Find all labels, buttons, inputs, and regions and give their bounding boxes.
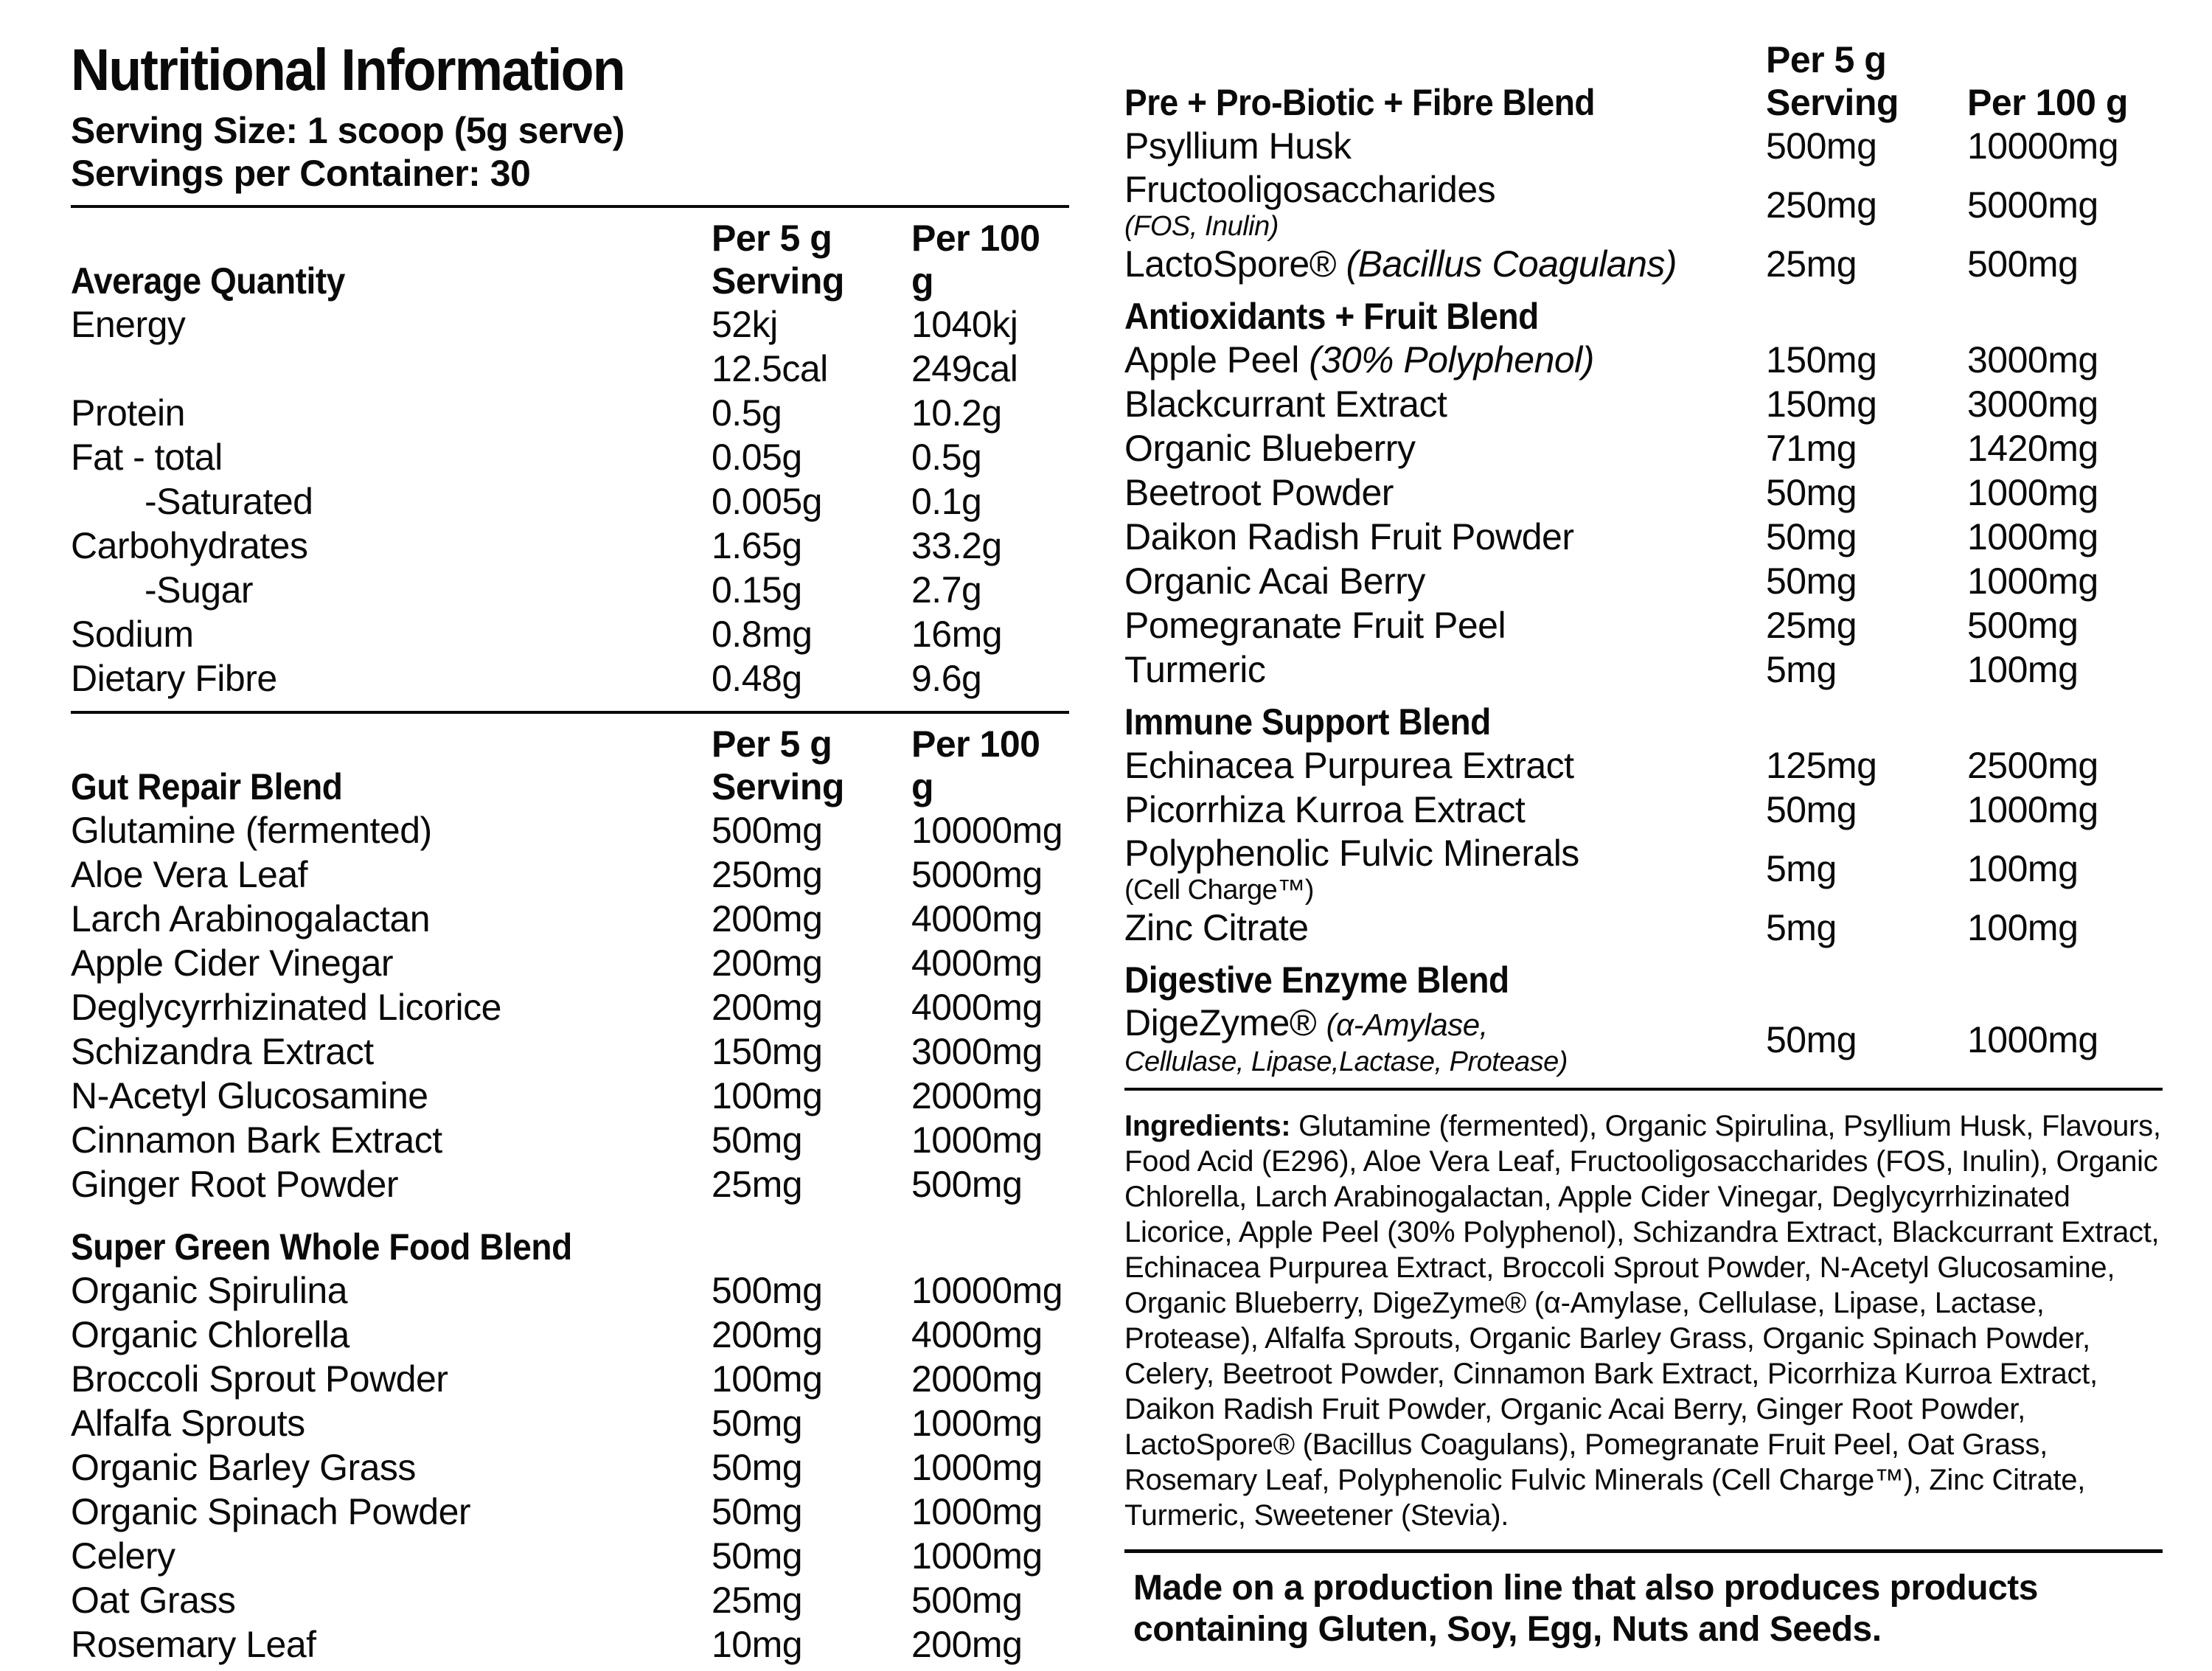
value-per-serving: 500mg (712, 810, 823, 851)
ingredient-name-text: Energy (71, 304, 186, 345)
value-per-100g: 100mg (1967, 649, 2079, 690)
value-per-100g: 1000mg (1967, 789, 2098, 830)
value-per-serving: 50mg (712, 1403, 803, 1444)
ingredient-name-italic: (30% Polyphenol) (1309, 339, 1594, 381)
ingredient-name (1124, 906, 1766, 949)
value-per-100g: 10.2g (911, 392, 1002, 434)
ingredient-name (71, 1535, 712, 1577)
ingredient-name-text: Polyphenolic Fulvic Minerals (1124, 833, 1579, 874)
section-heading-text: Gut Repair Blend (71, 766, 343, 807)
column-header-line: Per 5 g (712, 218, 832, 259)
value-per-serving: 200mg (712, 898, 823, 939)
section-heading-text: Antioxidants + Fruit Blend (1124, 296, 1539, 337)
table-row (1124, 603, 2163, 647)
table-row (71, 302, 1069, 347)
page-title-text: Nutritional Information (71, 37, 625, 103)
ingredient-name (71, 303, 712, 346)
value-per-serving: 50mg (712, 1491, 803, 1532)
ingredient-name (71, 436, 712, 479)
table-row (1124, 470, 2163, 515)
allergen-statement: Made on a production line that also produces products containing Gluten, Soy, Egg, Nuts and Seeds. (1133, 1568, 2038, 1649)
ingredient-name-text: Aloe Vera Leaf (71, 854, 308, 895)
table-row (1124, 559, 2163, 603)
ingredient-name-text: Oat Grass (71, 1580, 236, 1621)
value-per-100g: 4000mg (911, 987, 1043, 1028)
table-row (71, 656, 1069, 701)
section-digestive-enzyme-blend (1124, 959, 2163, 1077)
ingredient-subtext: Cellulase, Lipase,Lactase, Protease) (1124, 1046, 1568, 1077)
ingredient-name (1124, 648, 1766, 691)
ingredient-name-text: Apple Peel (1124, 339, 1299, 381)
table-row (1124, 1001, 2163, 1077)
ingredient-name-text: Broccoli Sprout Powder (71, 1358, 448, 1400)
ingredient-name-text: Zinc Citrate (1124, 907, 1309, 948)
section-heading (1124, 81, 1766, 124)
divider (71, 711, 1069, 714)
value-per-100g: 3000mg (1967, 383, 2098, 425)
section-super-green-whole-food-blend (71, 1226, 1069, 1667)
table-row (71, 391, 1069, 435)
table-row (1124, 515, 2163, 559)
table-row (71, 1490, 1069, 1534)
table-row (1124, 832, 2163, 906)
section-header-row (71, 1226, 1069, 1268)
table-row (71, 985, 1069, 1029)
ingredient-name (71, 1402, 712, 1445)
table-row (71, 524, 1069, 568)
ingredient-name (71, 657, 712, 700)
ingredient-name (1124, 832, 1766, 906)
value-per-serving: 5mg (1766, 848, 1837, 889)
ingredient-name (71, 613, 712, 656)
ingredient-name (1124, 788, 1766, 831)
value-per-serving: 52kj (712, 304, 778, 345)
ingredient-name (1124, 1001, 1766, 1077)
ingredient-name-text: Organic Spirulina (71, 1270, 348, 1311)
ingredient-name (71, 986, 712, 1029)
ingredient-name-text: Echinacea Purpurea Extract (1124, 745, 1574, 786)
ingredient-subtext: (Cell Charge™) (1124, 875, 1314, 906)
value-per-100g: 16mg (911, 614, 1003, 655)
value-per-100g: 1420mg (1967, 428, 2098, 469)
ingredient-name (71, 809, 712, 852)
section-heading-text: Digestive Enzyme Blend (1124, 959, 1509, 1001)
section-gut-repair-blend (71, 723, 1069, 1206)
value-per-serving: 10mg (712, 1624, 803, 1665)
ingredient-name (1124, 427, 1766, 470)
table-row (1124, 124, 2163, 168)
ingredient-name (71, 1269, 712, 1312)
value-per-serving: 0.005g (712, 481, 822, 522)
ingredient-name-text: Pomegranate Fruit Peel (1124, 605, 1506, 646)
value-per-100g: 1000mg (1967, 560, 2098, 602)
ingredient-name-text: LactoSpore® (1124, 243, 1337, 285)
ingredients-label: Ingredients: (1124, 1110, 1291, 1142)
column-header-per-100g: Per 100 g (1967, 82, 2128, 123)
ingredient-name (71, 524, 712, 567)
table-row (71, 1578, 1069, 1622)
ingredient-name (71, 1358, 712, 1400)
value-per-100g: 2.7g (911, 569, 982, 611)
value-per-100g: 1000mg (911, 1119, 1043, 1161)
table-row (71, 1029, 1069, 1074)
value-per-serving: 150mg (1766, 339, 1877, 381)
ingredient-name-text: DigeZyme® (1124, 1002, 1317, 1043)
value-per-serving: 200mg (712, 987, 823, 1028)
section-header-row (1124, 959, 2163, 1001)
table-row (71, 1534, 1069, 1578)
ingredient-name-text: -Saturated (145, 481, 313, 522)
value-per-serving: 50mg (712, 1535, 803, 1577)
section-heading-text: Average Quantity (71, 260, 345, 302)
value-per-serving: 0.15g (712, 569, 802, 611)
table-row (71, 568, 1069, 612)
value-per-100g: 3000mg (911, 1031, 1043, 1072)
section-header-row (71, 217, 1069, 302)
value-per-serving: 100mg (712, 1075, 823, 1116)
section-header-row (1124, 295, 2163, 338)
value-per-100g: 10000mg (1967, 125, 2118, 167)
ingredient-name-text: Carbohydrates (71, 525, 308, 566)
value-per-100g: 4000mg (911, 1314, 1043, 1355)
ingredient-name-italic: (Bacillus Coagulans) (1346, 243, 1677, 285)
ingredient-name-text: N-Acetyl Glucosamine (71, 1075, 428, 1116)
ingredient-name (1124, 168, 1766, 242)
ingredient-name (71, 1623, 712, 1666)
value-per-serving: 50mg (1766, 560, 1857, 602)
ingredient-name-text: Schizandra Extract (71, 1031, 374, 1072)
table-row (71, 1313, 1069, 1357)
table-row (71, 1268, 1069, 1313)
value-per-100g: 9.6g (911, 658, 982, 699)
table-row (1124, 168, 2163, 242)
section-antioxidants-fruit-blend (1124, 295, 2163, 692)
value-per-100g: 4000mg (911, 898, 1043, 939)
value-per-100g: 1000mg (911, 1403, 1043, 1444)
table-row (71, 808, 1069, 852)
value-per-serving: 0.5g (712, 392, 782, 434)
value-per-100g: 3000mg (1967, 339, 2098, 381)
ingredient-name (71, 480, 712, 523)
value-per-serving: 0.48g (712, 658, 802, 699)
ingredient-name-text: Apple Cider Vinegar (71, 942, 394, 984)
value-per-serving: 250mg (712, 854, 823, 895)
ingredient-name-text: Organic Acai Berry (1124, 560, 1425, 602)
column-header-per-serving (712, 217, 911, 302)
ingredient-name-text: Blackcurrant Extract (1124, 383, 1447, 425)
ingredient-name (71, 1446, 712, 1489)
ingredient-name-text: Deglycyrrhizinated Licorice (71, 987, 501, 1028)
serving-size: Serving Size: 1 scoop (5g serve) (71, 110, 625, 151)
ingredient-name-text: Organic Barley Grass (71, 1447, 416, 1488)
value-per-serving: 25mg (1766, 605, 1857, 646)
value-per-100g: 1000mg (911, 1535, 1043, 1577)
value-per-100g: 1040kj (911, 304, 1018, 345)
value-per-100g: 500mg (911, 1164, 1023, 1205)
section-heading (1124, 701, 1766, 743)
ingredient-name-text: Glutamine (fermented) (71, 810, 432, 851)
ingredient-name (1124, 125, 1766, 167)
ingredient-name-text: Fat - total (71, 437, 223, 478)
value-per-serving: 25mg (1766, 243, 1857, 285)
ingredient-name (1124, 243, 1766, 285)
left-column-sections (71, 205, 1069, 1667)
ingredient-name (71, 1313, 712, 1356)
section-heading (1124, 295, 1766, 338)
value-per-100g: 5000mg (1967, 184, 2098, 226)
table-row (1124, 382, 2163, 426)
ingredient-name-text: Organic Chlorella (71, 1314, 349, 1355)
ingredient-name-text: Rosemary Leaf (71, 1624, 316, 1665)
value-per-100g: 10000mg (911, 810, 1062, 851)
ingredient-name-text: Organic Spinach Powder (71, 1491, 471, 1532)
ingredient-name-text: Picorrhiza Kurroa Extract (1124, 789, 1526, 830)
value-per-100g: 500mg (1967, 243, 2079, 285)
column-header-line: Serving (1766, 82, 1899, 123)
value-per-serving: 12.5cal (712, 348, 828, 389)
section-pre-pro-biotic-fibre-blend (1124, 38, 2163, 286)
table-row (71, 852, 1069, 897)
value-per-serving: 25mg (712, 1164, 803, 1205)
ingredient-name-text: -Sugar (145, 569, 254, 611)
value-per-serving: 150mg (712, 1031, 823, 1072)
value-per-serving: 500mg (712, 1270, 823, 1311)
table-row (71, 897, 1069, 941)
ingredient-name (71, 1074, 712, 1117)
ingredient-name-text: Beetroot Powder (1124, 472, 1394, 513)
value-per-serving: 1.65g (712, 525, 802, 566)
right-column-sections (1124, 38, 2163, 1077)
section-heading-text: Super Green Whole Food Blend (71, 1226, 572, 1268)
ingredient-name (71, 1579, 712, 1622)
table-row (71, 1357, 1069, 1401)
value-per-100g: 500mg (1967, 605, 2079, 646)
value-per-serving: 71mg (1766, 428, 1857, 469)
value-per-100g: 1000mg (1967, 516, 2098, 557)
value-per-serving: 150mg (1766, 383, 1877, 425)
ingredient-name-italic: (α-Amylase, (1326, 1007, 1488, 1042)
value-per-serving: 0.8mg (712, 614, 813, 655)
section-immune-support-blend (1124, 701, 2163, 950)
servings-per-container: Servings per Container: 30 (71, 153, 531, 194)
value-per-100g: 0.5g (911, 437, 982, 478)
column-header-per-100g: Per 100 g (911, 723, 1040, 807)
column-header-line: Per 5 g (712, 723, 832, 765)
divider (1124, 1088, 2163, 1091)
ingredient-name (1124, 604, 1766, 647)
ingredient-name (71, 569, 712, 611)
ingredient-name (71, 392, 712, 434)
page-title (71, 38, 1069, 102)
value-per-100g: 249cal (911, 348, 1018, 389)
ingredient-name (1124, 515, 1766, 558)
table-row (71, 1445, 1069, 1490)
table-row (71, 347, 1069, 391)
ingredients-paragraph (1124, 1108, 2163, 1533)
section-heading (1124, 959, 1766, 1001)
table-row (1124, 426, 2163, 470)
value-per-serving: 50mg (1766, 1018, 1857, 1060)
ingredient-name-text: Psyllium Husk (1124, 125, 1352, 167)
ingredient-name (1124, 744, 1766, 787)
table-row (71, 1622, 1069, 1667)
table-row (71, 1401, 1069, 1445)
value-per-serving: 125mg (1766, 745, 1877, 786)
value-per-serving: 50mg (712, 1447, 803, 1488)
column-header-line: Serving (712, 766, 844, 807)
table-row (71, 1162, 1069, 1206)
value-per-serving: 50mg (1766, 516, 1857, 557)
value-per-serving: 100mg (712, 1358, 823, 1400)
section-header-row (71, 723, 1069, 808)
ingredient-name-text: Sodium (71, 614, 194, 655)
ingredient-name-text: Cinnamon Bark Extract (71, 1119, 442, 1161)
ingredient-name-text: Larch Arabinogalactan (71, 898, 431, 939)
ingredient-name-text: Organic Blueberry (1124, 428, 1416, 469)
table-row (71, 1118, 1069, 1162)
section-heading (71, 765, 712, 808)
section-heading (71, 260, 712, 302)
ingredient-subtext: (FOS, Inulin) (1124, 211, 1279, 242)
table-row (1124, 906, 2163, 950)
table-row (71, 1074, 1069, 1118)
section-header-row (1124, 38, 2163, 124)
divider (1124, 1549, 2163, 1553)
ingredient-name-text: Alfalfa Sprouts (71, 1403, 305, 1444)
right-column (1124, 38, 2163, 1650)
ingredient-name-text: Protein (71, 392, 185, 434)
value-per-serving: 50mg (712, 1119, 803, 1161)
value-per-100g: 0.1g (911, 481, 982, 522)
value-per-100g: 2500mg (1967, 745, 2098, 786)
value-per-serving: 250mg (1766, 184, 1877, 226)
table-row (1124, 242, 2163, 286)
value-per-100g: 10000mg (911, 1270, 1062, 1311)
value-per-100g: 33.2g (911, 525, 1002, 566)
value-per-serving: 0.05g (712, 437, 802, 478)
ingredient-name (71, 942, 712, 984)
value-per-100g: 4000mg (911, 942, 1043, 984)
value-per-100g: 200mg (911, 1624, 1023, 1665)
column-header-per-serving (1766, 38, 1967, 124)
table-row (1124, 788, 2163, 832)
ingredient-name (1124, 383, 1766, 425)
value-per-100g: 2000mg (911, 1075, 1043, 1116)
value-per-100g: 1000mg (1967, 472, 2098, 513)
value-per-100g: 1000mg (911, 1447, 1043, 1488)
ingredient-name (71, 897, 712, 940)
value-per-serving: 200mg (712, 1314, 823, 1355)
value-per-100g: 100mg (1967, 848, 2079, 889)
ingredient-name-text: Celery (71, 1535, 175, 1577)
ingredients-text: Glutamine (fermented), Organic Spirulina, Psyllium Husk, Flavours, Food Acid (E296), Aloe Vera Leaf, Fructooligosaccharides (FOS, Inulin), Organic Chlorella, Larch Arabinogalactan, Apple Cider Vinegar, Deglycyrrhizinated Licorice, Apple Peel (30% Polyphenol), Schizandra Extract, Blackcurrant Extract, Echinacea Purpurea Extract, Broccoli Sprout Powder, N-Acetyl Glucosamine, Organic Blueberry, DigeZyme® (α-Amylase, Cellulase, Lipase, Lactase, Protease), Alfalfa Sprouts, Organic Barley Grass, Organic Spinach Powder, Celery, Beetroot Powder, Cinnamon Bark Extract, Picorrhiza Kurroa Extract, Daikon Radish Fruit Powder, Organic Acai Berry, Ginger Root Powder, LactoSpore® (Bacillus Coagulans), Pomegranate Fruit Peel, Oat Grass, Rosemary Leaf, Polyphenolic Fulvic Minerals (Cell Charge™), Zinc Citrate, Turmeric, Sweetener (Stevia). (1124, 1110, 2161, 1532)
value-per-100g: 100mg (1967, 907, 2079, 948)
value-per-100g: 5000mg (911, 854, 1043, 895)
divider (71, 205, 1069, 208)
ingredient-name (71, 1163, 712, 1206)
table-row (1124, 743, 2163, 788)
ingredient-name (1124, 338, 1766, 381)
ingredient-name (71, 853, 712, 896)
table-row (71, 435, 1069, 479)
ingredient-name (71, 1030, 712, 1073)
value-per-serving: 25mg (712, 1580, 803, 1621)
value-per-100g: 2000mg (911, 1358, 1043, 1400)
value-per-serving: 200mg (712, 942, 823, 984)
value-per-serving: 50mg (1766, 789, 1857, 830)
table-row (71, 941, 1069, 985)
left-column (71, 38, 1069, 1667)
value-per-100g: 1000mg (1967, 1018, 2098, 1060)
ingredient-name (71, 1119, 712, 1161)
table-row (71, 612, 1069, 656)
section-heading (71, 1226, 712, 1268)
value-per-serving: 50mg (1766, 472, 1857, 513)
column-header-line: Per 5 g (1766, 39, 1887, 80)
ingredient-name (1124, 560, 1766, 602)
section-heading-text: Immune Support Blend (1124, 701, 1491, 743)
column-header-per-100g: Per 100 g (911, 218, 1040, 302)
column-header-per-serving (712, 723, 911, 808)
section-average-quantity (71, 217, 1069, 701)
ingredient-name-text: Fructooligosaccharides (1124, 169, 1496, 210)
section-heading-text: Pre + Pro-Biotic + Fibre Blend (1124, 82, 1596, 123)
ingredient-name (71, 1490, 712, 1533)
table-row (1124, 647, 2163, 692)
section-header-row (1124, 701, 2163, 743)
ingredient-name-text: Ginger Root Powder (71, 1164, 399, 1205)
value-per-100g: 1000mg (911, 1491, 1043, 1532)
table-row (1124, 338, 2163, 382)
value-per-serving: 500mg (1766, 125, 1877, 167)
value-per-serving: 5mg (1766, 907, 1837, 948)
ingredient-name-text: Daikon Radish Fruit Powder (1124, 516, 1574, 557)
table-row (71, 479, 1069, 524)
ingredient-name-text: Dietary Fibre (71, 658, 277, 699)
column-header-line: Serving (712, 260, 844, 302)
ingredient-name-text: Turmeric (1124, 649, 1266, 690)
ingredient-name (1124, 471, 1766, 514)
value-per-100g: 500mg (911, 1580, 1023, 1621)
value-per-serving: 5mg (1766, 649, 1837, 690)
